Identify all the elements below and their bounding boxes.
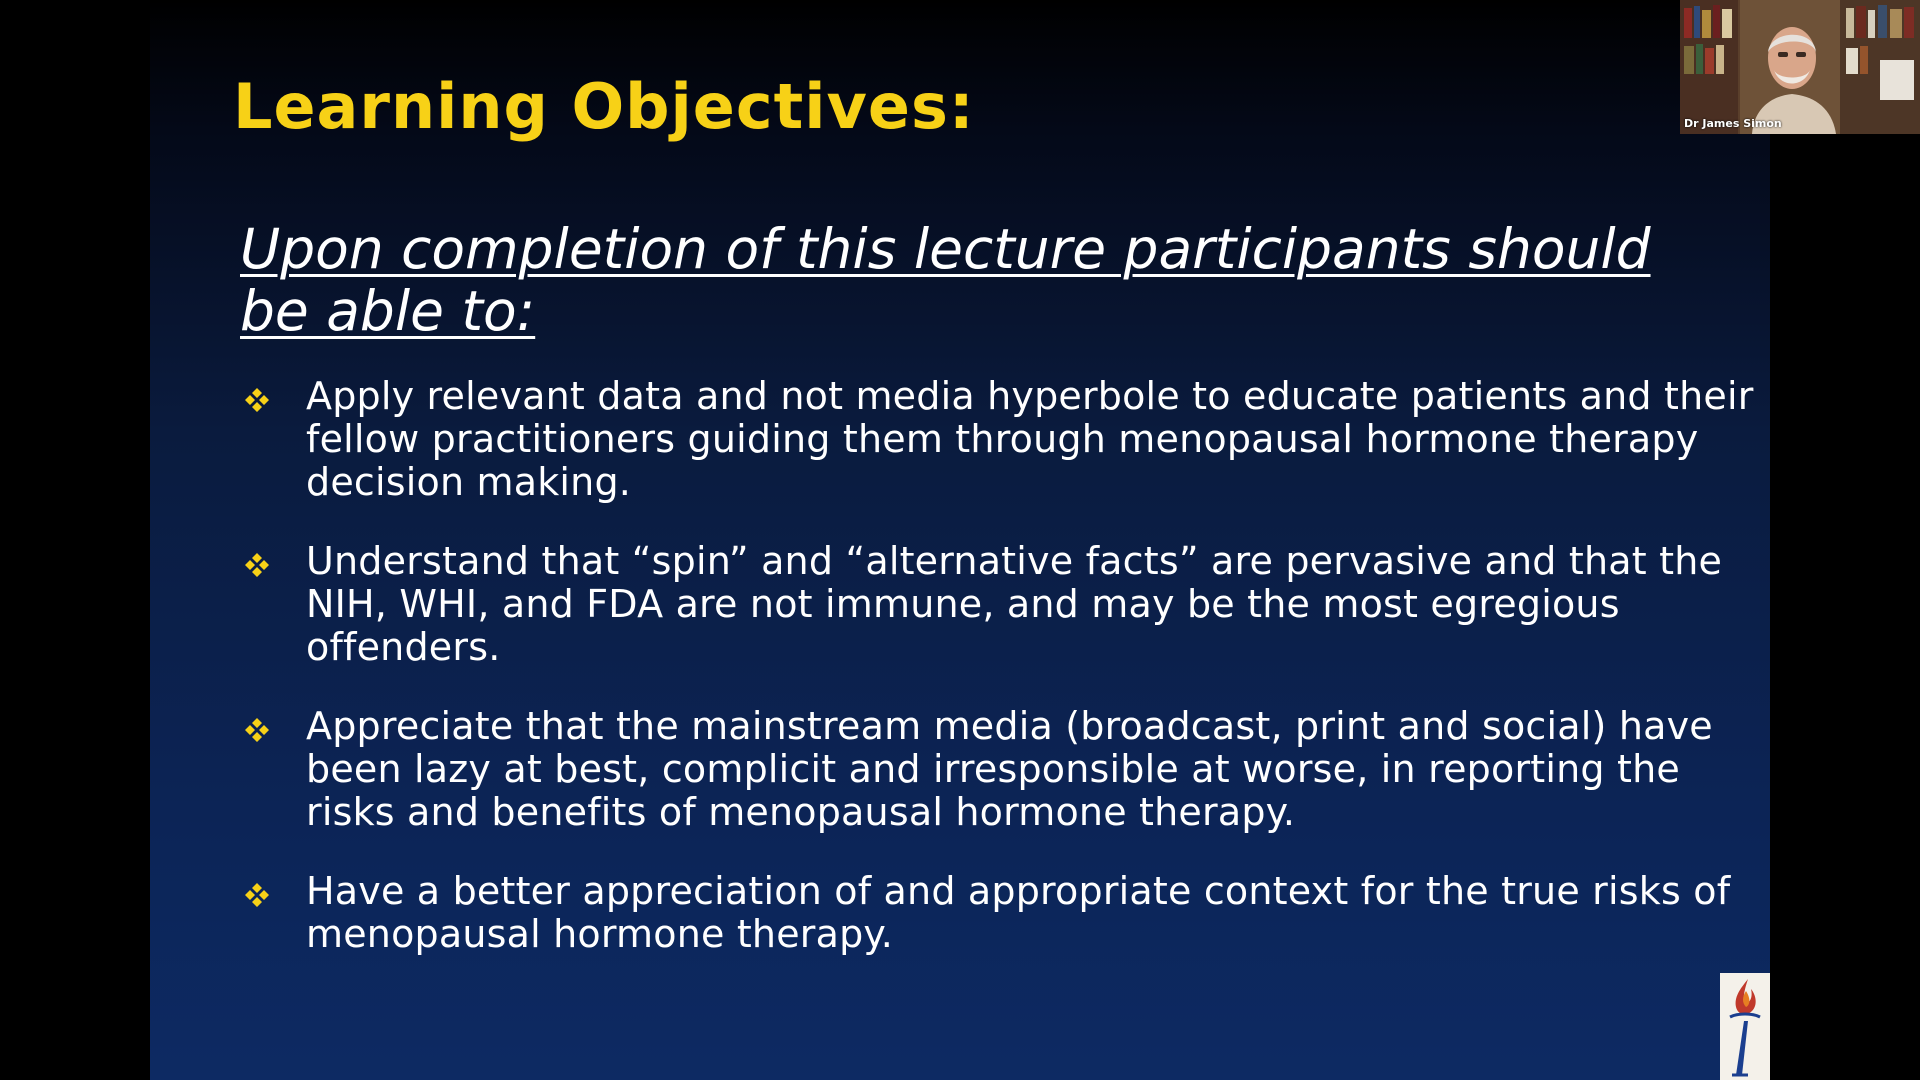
slide-title: Learning Objectives:	[233, 70, 975, 143]
objective-text: Have a better appreciation of and appropriate context for the true risks of menopausal hormone therapy.	[306, 869, 1731, 956]
torch-logo-icon	[1720, 973, 1770, 1080]
objective-item	[240, 540, 1760, 669]
participant-video-feed	[1680, 0, 1920, 134]
objective-text: Understand that “spin” and “alternative facts” are pervasive and that the NIH, WHI, and FDA are not immune, and may be the most egregious offenders.	[306, 539, 1723, 669]
objective-text: Apply relevant data and not media hyperbole to educate patients and their fellow practitioners guiding them through menopausal hormone therapy decision making.	[306, 374, 1754, 504]
objective-text: Appreciate that the mainstream media (broadcast, print and social) have been lazy at best, complicit and irresponsible at worse, in reporting the risks and benefits of menopausal hormone therapy.	[306, 704, 1713, 834]
presentation-slide	[150, 0, 1770, 1080]
objective-item	[240, 705, 1760, 834]
participant-video-tile[interactable]	[1680, 0, 1920, 134]
torch-logo-graphic	[1720, 973, 1770, 1080]
four-diamond-bullet-icon	[244, 387, 270, 413]
participant-name-label: Dr James Simon	[1684, 117, 1782, 130]
slide-subtitle: Upon completion of this lecture participants should be able to:	[240, 217, 1651, 343]
four-diamond-bullet-icon	[244, 552, 270, 578]
four-diamond-bullet-icon	[244, 717, 270, 743]
four-diamond-bullet-icon	[244, 882, 270, 908]
objectives-list	[240, 375, 1760, 992]
objective-item	[240, 870, 1760, 956]
objective-item	[240, 375, 1760, 504]
